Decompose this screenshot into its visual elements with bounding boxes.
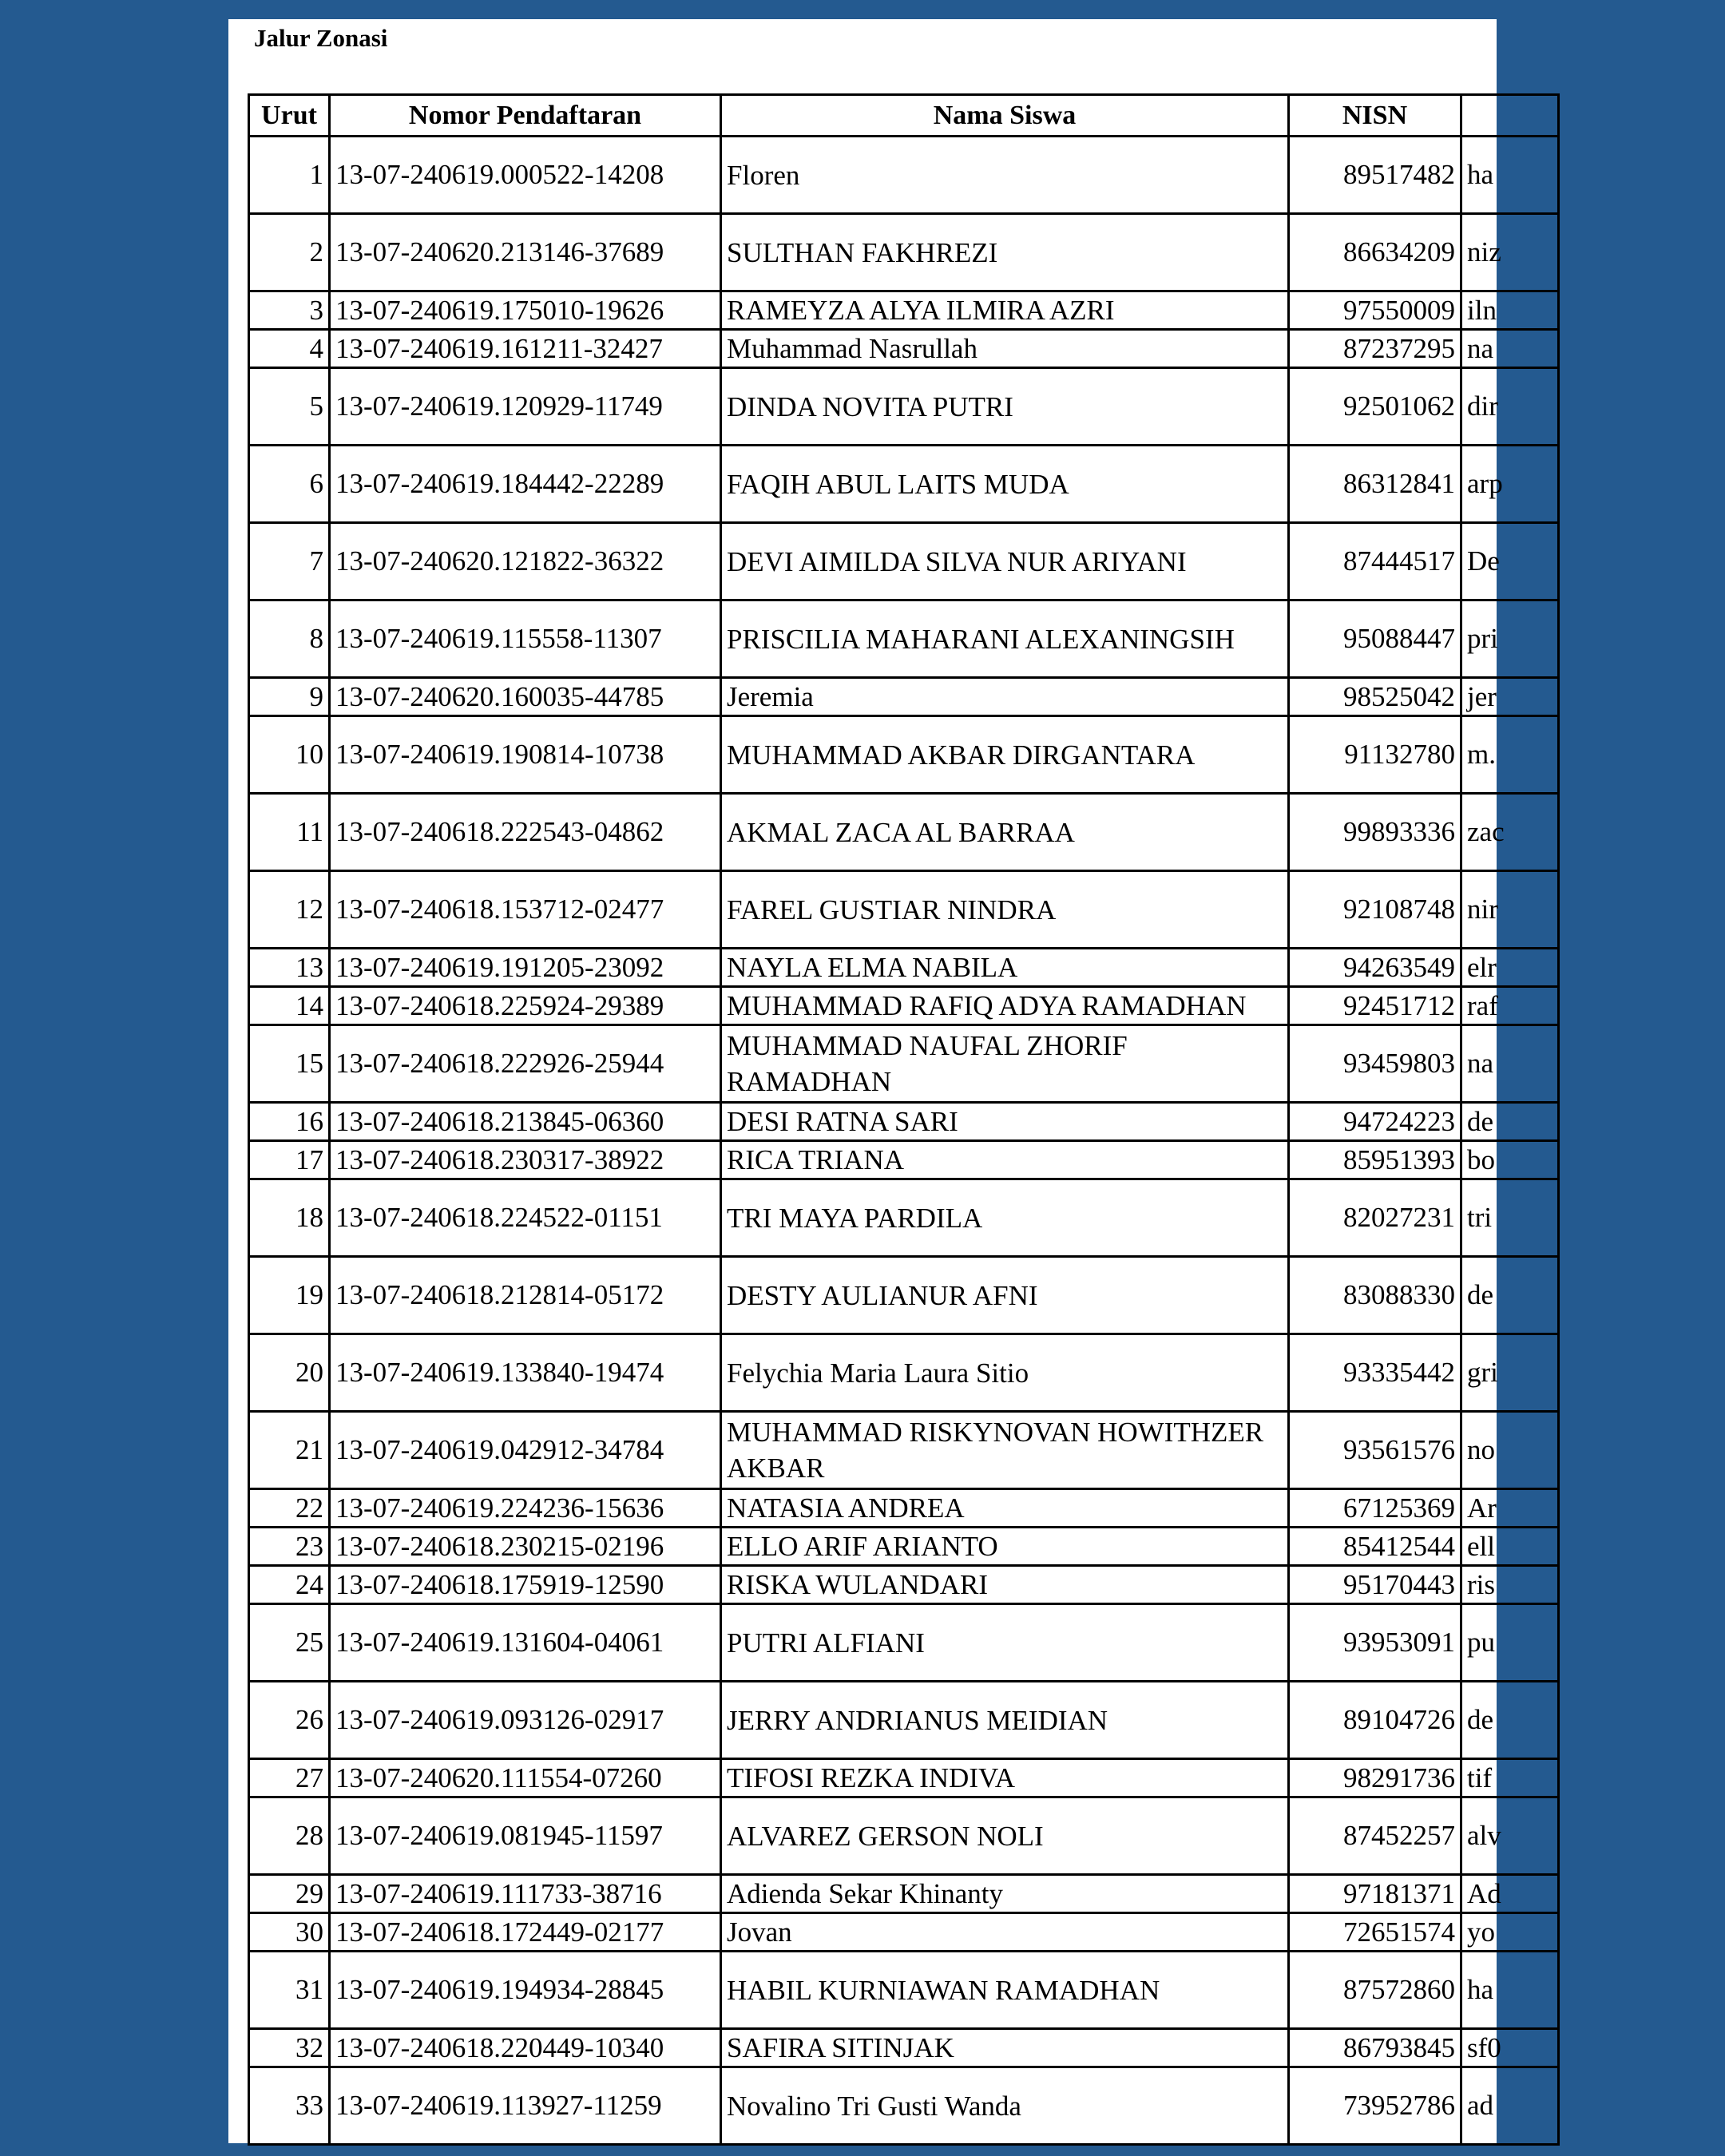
student-name-cell: HABIL KURNIAWAN RAMADHAN xyxy=(721,1952,1289,2029)
nisn-cell: 82027231 xyxy=(1289,1179,1461,1257)
registration-number-cell: 13-07-240618.230215-02196 xyxy=(330,1528,721,1566)
registration-number-cell: 13-07-240619.000522-14208 xyxy=(330,137,721,214)
registration-number-cell: 13-07-240618.224522-01151 xyxy=(330,1179,721,1257)
table-row xyxy=(249,1257,1559,1334)
student-name-cell: JERRY ANDRIANUS MEIDIAN xyxy=(721,1682,1289,1759)
student-name-cell: Muhammad Nasrullah xyxy=(721,330,1289,368)
registration-number-cell: 13-07-240618.220449-10340 xyxy=(330,2029,721,2067)
student-name-cell: SULTHAN FAKHREZI xyxy=(721,214,1289,291)
registration-number-cell: 13-07-240619.184442-22289 xyxy=(330,446,721,523)
table-row xyxy=(249,678,1559,716)
nisn-cell: 67125369 xyxy=(1289,1489,1461,1528)
registration-number-cell: 13-07-240618.212814-05172 xyxy=(330,1257,721,1334)
nisn-cell: 87237295 xyxy=(1289,330,1461,368)
nisn-cell: 86312841 xyxy=(1289,446,1461,523)
rank-cell: 14 xyxy=(249,987,330,1025)
extra-cell: de xyxy=(1461,1257,1559,1334)
table-row xyxy=(249,716,1559,794)
document-page xyxy=(228,19,1505,2143)
table-row xyxy=(249,871,1559,949)
nisn-cell: 89104726 xyxy=(1289,1682,1461,1759)
rank-cell: 32 xyxy=(249,2029,330,2067)
table-body xyxy=(249,137,1559,2145)
header-nisn: NISN xyxy=(1289,95,1461,137)
nisn-cell: 92501062 xyxy=(1289,368,1461,446)
nisn-cell: 87452257 xyxy=(1289,1797,1461,1875)
rank-cell: 2 xyxy=(249,214,330,291)
nisn-cell: 85412544 xyxy=(1289,1528,1461,1566)
student-name-cell: RISKA WULANDARI xyxy=(721,1566,1289,1604)
student-name-cell: Felychia Maria Laura Sitio xyxy=(721,1334,1289,1412)
student-name-cell: TIFOSI REZKA INDIVA xyxy=(721,1759,1289,1797)
registration-number-cell: 13-07-240618.213845-06360 xyxy=(330,1103,721,1141)
rank-cell: 16 xyxy=(249,1103,330,1141)
extra-cell: Ar xyxy=(1461,1489,1559,1528)
rank-cell: 3 xyxy=(249,291,330,330)
student-name-cell: DEVI AIMILDA SILVA NUR ARIYANI xyxy=(721,523,1289,600)
extra-cell: gri xyxy=(1461,1334,1559,1412)
table-row xyxy=(249,1952,1559,2029)
extra-cell: pu xyxy=(1461,1604,1559,1682)
registration-number-cell: 13-07-240620.121822-36322 xyxy=(330,523,721,600)
nisn-cell: 86634209 xyxy=(1289,214,1461,291)
student-name-cell: ALVAREZ GERSON NOLI xyxy=(721,1797,1289,1875)
student-name-cell: Floren xyxy=(721,137,1289,214)
table-row xyxy=(249,1103,1559,1141)
table-row xyxy=(249,291,1559,330)
nisn-cell: 97181371 xyxy=(1289,1875,1461,1913)
nisn-cell: 98525042 xyxy=(1289,678,1461,716)
registration-number-cell: 13-07-240619.093126-02917 xyxy=(330,1682,721,1759)
rank-cell: 33 xyxy=(249,2067,330,2145)
table-row xyxy=(249,446,1559,523)
table-row xyxy=(249,1025,1559,1103)
rank-cell: 8 xyxy=(249,600,330,678)
header-extra xyxy=(1461,95,1559,137)
extra-cell: De xyxy=(1461,523,1559,600)
student-name-cell: FAREL GUSTIAR NINDRA xyxy=(721,871,1289,949)
nisn-cell: 73952786 xyxy=(1289,2067,1461,2145)
table-row xyxy=(249,137,1559,214)
student-name-cell: TRI MAYA PARDILA xyxy=(721,1179,1289,1257)
registration-number-cell: 13-07-240618.175919-12590 xyxy=(330,1566,721,1604)
nisn-cell: 89517482 xyxy=(1289,137,1461,214)
rank-cell: 9 xyxy=(249,678,330,716)
registration-number-cell: 13-07-240618.153712-02477 xyxy=(330,871,721,949)
rank-cell: 26 xyxy=(249,1682,330,1759)
rank-cell: 13 xyxy=(249,949,330,987)
extra-cell: m. xyxy=(1461,716,1559,794)
registration-number-cell: 13-07-240618.230317-38922 xyxy=(330,1141,721,1179)
table-row xyxy=(249,523,1559,600)
rank-cell: 19 xyxy=(249,1257,330,1334)
nisn-cell: 95170443 xyxy=(1289,1566,1461,1604)
student-name-cell: PUTRI ALFIANI xyxy=(721,1604,1289,1682)
registration-number-cell: 13-07-240619.042912-34784 xyxy=(330,1412,721,1489)
extra-cell: alv xyxy=(1461,1797,1559,1875)
registration-number-cell: 13-07-240619.191205-23092 xyxy=(330,949,721,987)
extra-cell: niz xyxy=(1461,214,1559,291)
registration-number-cell: 13-07-240619.190814-10738 xyxy=(330,716,721,794)
table-row xyxy=(249,1604,1559,1682)
student-name-cell: MUHAMMAD RAFIQ ADYA RAMADHAN xyxy=(721,987,1289,1025)
extra-cell: ha xyxy=(1461,1952,1559,2029)
rank-cell: 12 xyxy=(249,871,330,949)
student-name-cell: NAYLA ELMA NABILA xyxy=(721,949,1289,987)
table-row xyxy=(249,794,1559,871)
extra-cell: iln xyxy=(1461,291,1559,330)
extra-cell: tri xyxy=(1461,1179,1559,1257)
rank-cell: 22 xyxy=(249,1489,330,1528)
rank-cell: 29 xyxy=(249,1875,330,1913)
rank-cell: 18 xyxy=(249,1179,330,1257)
registration-number-cell: 13-07-240619.224236-15636 xyxy=(330,1489,721,1528)
registration-number-cell: 13-07-240619.161211-32427 xyxy=(330,330,721,368)
registration-number-cell: 13-07-240619.131604-04061 xyxy=(330,1604,721,1682)
table-row xyxy=(249,214,1559,291)
table-row xyxy=(249,368,1559,446)
nisn-cell: 95088447 xyxy=(1289,600,1461,678)
nisn-cell: 97550009 xyxy=(1289,291,1461,330)
rank-cell: 24 xyxy=(249,1566,330,1604)
extra-cell: Ad xyxy=(1461,1875,1559,1913)
student-name-cell: AKMAL ZACA AL BARRAA xyxy=(721,794,1289,871)
registration-number-cell: 13-07-240619.133840-19474 xyxy=(330,1334,721,1412)
student-name-cell: FAQIH ABUL LAITS MUDA xyxy=(721,446,1289,523)
nisn-cell: 87572860 xyxy=(1289,1952,1461,2029)
registration-number-cell: 13-07-240620.213146-37689 xyxy=(330,214,721,291)
registration-number-cell: 13-07-240619.111733-38716 xyxy=(330,1875,721,1913)
header-rank: Urut xyxy=(249,95,330,137)
extra-cell: ha xyxy=(1461,137,1559,214)
extra-cell: de xyxy=(1461,1682,1559,1759)
extra-cell: zac xyxy=(1461,794,1559,871)
extra-cell: jer xyxy=(1461,678,1559,716)
student-name-cell: MUHAMMAD RISKYNOVAN HOWITHZER AKBAR xyxy=(721,1412,1289,1489)
student-name-cell: PRISCILIA MAHARANI ALEXANINGSIH xyxy=(721,600,1289,678)
student-name-cell: DESI RATNA SARI xyxy=(721,1103,1289,1141)
registration-number-cell: 13-07-240619.113927-11259 xyxy=(330,2067,721,2145)
table-row xyxy=(249,600,1559,678)
student-name-cell: Jovan xyxy=(721,1913,1289,1952)
rank-cell: 4 xyxy=(249,330,330,368)
rank-cell: 6 xyxy=(249,446,330,523)
extra-cell: de xyxy=(1461,1103,1559,1141)
table-row xyxy=(249,1913,1559,1952)
student-name-cell: RAMEYZA ALYA ILMIRA AZRI xyxy=(721,291,1289,330)
student-name-cell: NATASIA ANDREA xyxy=(721,1489,1289,1528)
table-row xyxy=(249,1528,1559,1566)
rank-cell: 20 xyxy=(249,1334,330,1412)
nisn-cell: 94263549 xyxy=(1289,949,1461,987)
rank-cell: 7 xyxy=(249,523,330,600)
table-row xyxy=(249,987,1559,1025)
extra-cell: yo xyxy=(1461,1913,1559,1952)
table-row xyxy=(249,949,1559,987)
rank-cell: 28 xyxy=(249,1797,330,1875)
student-name-cell: Jeremia xyxy=(721,678,1289,716)
rank-cell: 11 xyxy=(249,794,330,871)
rank-cell: 17 xyxy=(249,1141,330,1179)
nisn-cell: 99893336 xyxy=(1289,794,1461,871)
table-row xyxy=(249,1875,1559,1913)
extra-cell: raf xyxy=(1461,987,1559,1025)
extra-cell: tif xyxy=(1461,1759,1559,1797)
extra-cell: na xyxy=(1461,330,1559,368)
nisn-cell: 93459803 xyxy=(1289,1025,1461,1103)
registration-number-cell: 13-07-240619.115558-11307 xyxy=(330,600,721,678)
nisn-cell: 87444517 xyxy=(1289,523,1461,600)
student-name-cell: Adienda Sekar Khinanty xyxy=(721,1875,1289,1913)
extra-cell: na xyxy=(1461,1025,1559,1103)
registration-number-cell: 13-07-240618.225924-29389 xyxy=(330,987,721,1025)
table-row xyxy=(249,330,1559,368)
registration-number-cell: 13-07-240620.111554-07260 xyxy=(330,1759,721,1797)
registration-number-cell: 13-07-240619.120929-11749 xyxy=(330,368,721,446)
student-name-cell: SAFIRA SITINJAK xyxy=(721,2029,1289,2067)
rank-cell: 1 xyxy=(249,137,330,214)
registration-number-cell: 13-07-240620.160035-44785 xyxy=(330,678,721,716)
registration-number-cell: 13-07-240618.222543-04862 xyxy=(330,794,721,871)
extra-cell: no xyxy=(1461,1412,1559,1489)
table-header-row xyxy=(249,95,1559,137)
rank-cell: 27 xyxy=(249,1759,330,1797)
nisn-cell: 93561576 xyxy=(1289,1412,1461,1489)
student-name-cell: RICA TRIANA xyxy=(721,1141,1289,1179)
nisn-cell: 94724223 xyxy=(1289,1103,1461,1141)
table-row xyxy=(249,2029,1559,2067)
nisn-cell: 91132780 xyxy=(1289,716,1461,794)
ranking-table xyxy=(248,93,1560,2146)
extra-cell: dir xyxy=(1461,368,1559,446)
extra-cell: nir xyxy=(1461,871,1559,949)
rank-cell: 25 xyxy=(249,1604,330,1682)
extra-cell: arp xyxy=(1461,446,1559,523)
nisn-cell: 72651574 xyxy=(1289,1913,1461,1952)
extra-cell: ris xyxy=(1461,1566,1559,1604)
nisn-cell: 93335442 xyxy=(1289,1334,1461,1412)
extra-cell: bo xyxy=(1461,1141,1559,1179)
rank-cell: 10 xyxy=(249,716,330,794)
student-name-cell: Novalino Tri Gusti Wanda xyxy=(721,2067,1289,2145)
table-row xyxy=(249,1334,1559,1412)
table-row xyxy=(249,1141,1559,1179)
nisn-cell: 85951393 xyxy=(1289,1141,1461,1179)
rank-cell: 5 xyxy=(249,368,330,446)
table-row xyxy=(249,1682,1559,1759)
rank-cell: 21 xyxy=(249,1412,330,1489)
student-name-cell: MUHAMMAD NAUFAL ZHORIF RAMADHAN xyxy=(721,1025,1289,1103)
extra-cell: elr xyxy=(1461,949,1559,987)
nisn-cell: 92451712 xyxy=(1289,987,1461,1025)
registration-number-cell: 13-07-240618.172449-02177 xyxy=(330,1913,721,1952)
student-name-cell: DESTY AULIANUR AFNI xyxy=(721,1257,1289,1334)
extra-cell: sf0 xyxy=(1461,2029,1559,2067)
table-row xyxy=(249,2067,1559,2145)
nisn-cell: 83088330 xyxy=(1289,1257,1461,1334)
table-row xyxy=(249,1179,1559,1257)
rank-cell: 23 xyxy=(249,1528,330,1566)
document-title: Jalur Zonasi xyxy=(254,24,388,52)
table-row xyxy=(249,1566,1559,1604)
registration-number-cell: 13-07-240619.081945-11597 xyxy=(330,1797,721,1875)
nisn-cell: 93953091 xyxy=(1289,1604,1461,1682)
rank-cell: 30 xyxy=(249,1913,330,1952)
registration-number-cell: 13-07-240619.194934-28845 xyxy=(330,1952,721,2029)
nisn-cell: 92108748 xyxy=(1289,871,1461,949)
extra-cell: ad xyxy=(1461,2067,1559,2145)
extra-cell: pri xyxy=(1461,600,1559,678)
student-name-cell: DINDA NOVITA PUTRI xyxy=(721,368,1289,446)
table-row xyxy=(249,1412,1559,1489)
table-row xyxy=(249,1797,1559,1875)
header-student-name: Nama Siswa xyxy=(721,95,1289,137)
registration-number-cell: 13-07-240619.175010-19626 xyxy=(330,291,721,330)
nisn-cell: 98291736 xyxy=(1289,1759,1461,1797)
student-name-cell: MUHAMMAD AKBAR DIRGANTARA xyxy=(721,716,1289,794)
nisn-cell: 86793845 xyxy=(1289,2029,1461,2067)
rank-cell: 15 xyxy=(249,1025,330,1103)
table-row xyxy=(249,1489,1559,1528)
registration-number-cell: 13-07-240618.222926-25944 xyxy=(330,1025,721,1103)
rank-cell: 31 xyxy=(249,1952,330,2029)
header-registration-number: Nomor Pendaftaran xyxy=(330,95,721,137)
extra-cell: ell xyxy=(1461,1528,1559,1566)
table-row xyxy=(249,1759,1559,1797)
student-name-cell: ELLO ARIF ARIANTO xyxy=(721,1528,1289,1566)
